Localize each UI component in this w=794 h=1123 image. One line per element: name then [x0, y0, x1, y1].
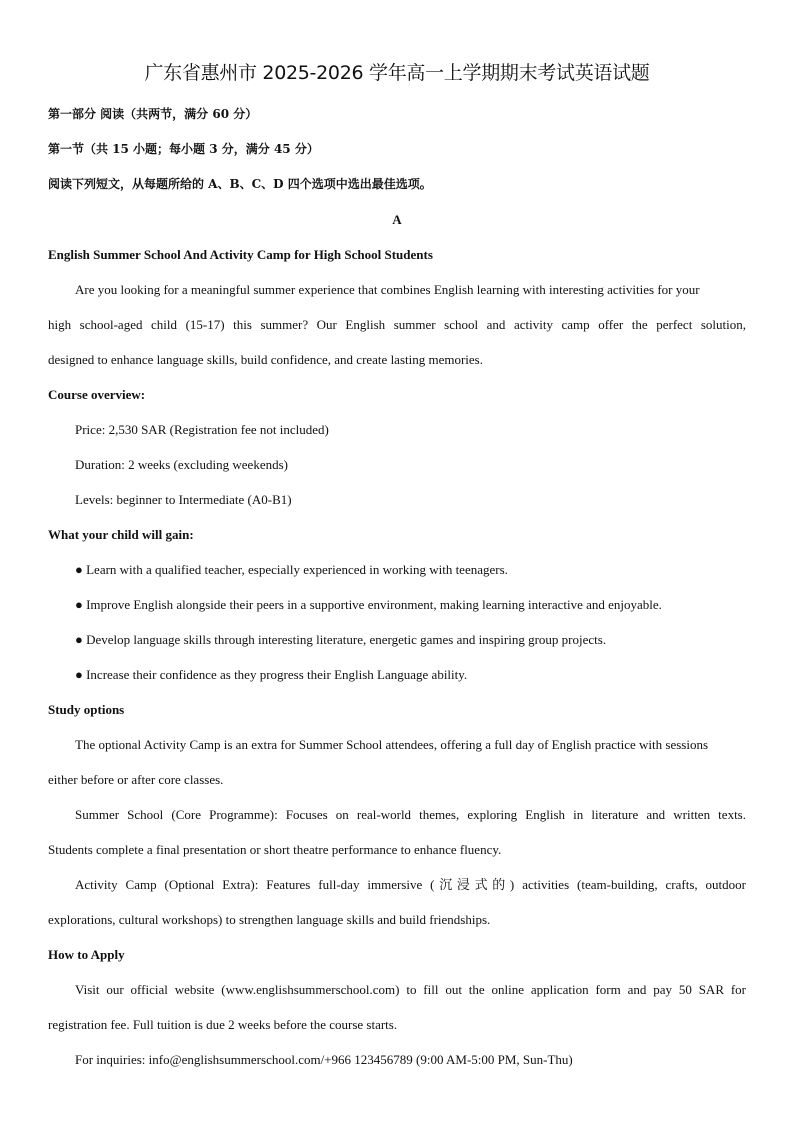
passage-title: English Summer School And Activity Camp for High School Students — [48, 247, 433, 262]
apply-heading: How to Apply — [48, 947, 125, 962]
part-heading: 第一部分 阅读（共两节，满分 60 分） — [48, 107, 258, 121]
inquiries-line: For inquiries: info@englishsummerschool.com/+966 123456789 (9:00 AM-5:00 PM, Sun-Thu) — [75, 1052, 573, 1067]
instruction-text: 阅读下列短文，从每题所给的 A、B、C、D 四个选项中选出最佳选项。 — [48, 177, 432, 191]
study-options-line: explorations, cultural workshops) to strengthen language skills and build friendships. — [48, 912, 491, 927]
course-levels: Levels: beginner to Intermediate (A0-B1) — [75, 492, 292, 507]
study-options-line: Students complete a final presentation or short theatre performance to enhance fluency. — [48, 842, 502, 857]
section-heading: 第一节（共 15 小题；每小题 3 分，满分 45 分） — [48, 142, 319, 156]
gain-item: ● Improve English alongside their peers in a supportive environment, making learning interactive and enjoyable. — [75, 597, 662, 612]
course-duration: Duration: 2 weeks (excluding weekends) — [75, 457, 288, 472]
study-options-line: The optional Activity Camp is an extra for Summer School attendees, offering a full day of English practice with sessions — [75, 737, 709, 752]
gain-item: ● Increase their confidence as they progress their English Language ability. — [75, 667, 468, 682]
gain-item: ● Learn with a qualified teacher, especially experienced in working with teenagers. — [75, 562, 508, 577]
course-price: Price: 2,530 SAR (Registration fee not included) — [75, 422, 329, 437]
exam-page — [48, 58, 746, 1077]
passage-label: A — [392, 212, 402, 227]
study-options-line: Activity Camp (Optional Extra): Features full-day immersive (沉浸式的) activities (team-building, crafts, outdoor — [75, 877, 746, 892]
intro-line: high school-aged child (15-17) this summer? Our English summer school and activity camp offer the perfect solution, — [48, 317, 746, 332]
exam-title: 广东省惠州市 2025-2026 学年高一上学期期末考试英语试题 — [144, 62, 650, 84]
study-options-heading: Study options — [48, 702, 125, 717]
study-options-line: Summer School (Core Programme): Focuses on real-world themes, exploring English in literature and written texts. — [75, 807, 746, 822]
intro-line: Are you looking for a meaningful summer experience that combines English learning with interesting activities for your — [75, 282, 700, 297]
apply-line: Visit our official website (www.englishsummerschool.com) to fill out the online application form and pay 50 SAR for — [75, 982, 746, 997]
intro-line: designed to enhance language skills, build confidence, and create lasting memories. — [48, 352, 483, 367]
course-overview-heading: Course overview: — [48, 387, 146, 402]
gains-heading: What your child will gain: — [48, 527, 194, 542]
study-options-line: either before or after core classes. — [48, 772, 224, 787]
apply-line: registration fee. Full tuition is due 2 weeks before the course starts. — [48, 1017, 398, 1032]
gain-item: ● Develop language skills through interesting literature, energetic games and inspiring group projects. — [75, 632, 607, 647]
